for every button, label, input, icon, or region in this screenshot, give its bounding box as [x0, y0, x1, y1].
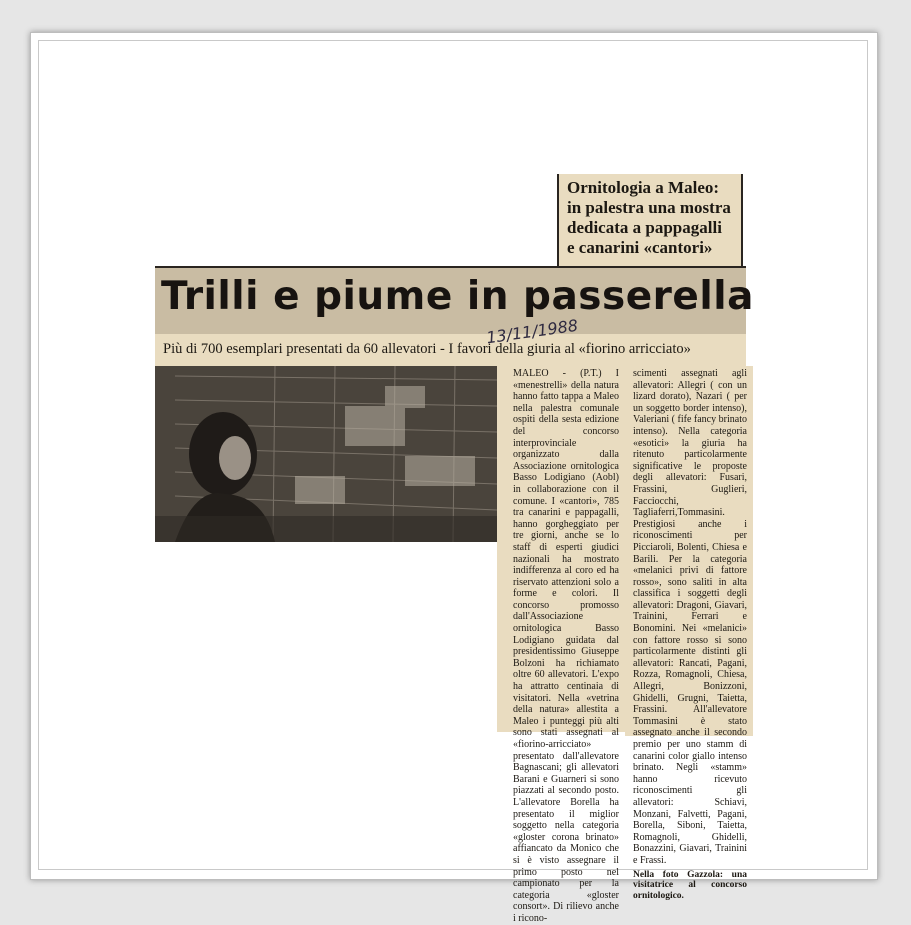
headline: Trilli e piume in passerella [161, 274, 754, 319]
column-1-text: MALEO - (P.T.) I «menestrelli» della natura hanno fatto tappa a Maleo nella palestra comunale ospiti della sesta edizione del concorso interprovinciale organizzato dalla Associazione ornitologica Basso Lodigiano (Aobl) in collaborazione con il comune. I «cantori», 785 tra canarini e pappagalli, hanno gorgheggiato per tre giorni, anche se lo staff di esperti giudici nazionali ha mostrato indifferenza al coro ed ha riservato attenzioni solo a forme e colori. Il concorso promosso dall'Associazione ornitologica Basso Lodigiano guidata dal presidentissimo Giuseppe Bolzoni ha richiamato oltre 60 allevatori. L'expo ha attratto centinaia di visitatori. Nella «vetrina della natura» allestita a Maleo i punteggi più alti sono stati assegnati al «fiorino-arricciato» presentato dall'allevatore Bagnascani; gli allevatori Barani e Guarneri si sono piazzati al secondo posto. L'allevatore Borella ha presentato il miglior soggetto nella categoria «gloster corona brinato» affiancato da Monico che si è visto assegnare il primo posto nel campionato per la categoria «gloster consort». Di rilievo anche i ricono- [513, 368, 619, 924]
subtitle-band [155, 334, 746, 366]
article-photo [155, 366, 497, 542]
kicker-box [557, 174, 743, 266]
handwritten-date: 13/11/1988 [485, 315, 580, 348]
photo-caption: Nella foto Gazzola: una visitatrice al concorso ornitologico. [633, 869, 747, 901]
subtitle: Più di 700 esemplari presentati da 60 allevatori - I favori della giuria al «fiorino arricciato» [163, 341, 691, 357]
article-column-2 [625, 366, 753, 901]
headline-band [155, 266, 754, 334]
column-2-text: scimenti assegnati agli allevatori: Allegri ( con un lizard dorato), Nazari ( per un soggetto border intenso), Valeriani ( fife fancy brinato intenso). Nella categoria «esotici» la giuria ha ritenuto particolarmente significative le proposte degli allevatori: Fusari, Frassini, Guglieri, Facciocchi, Tagliaferri,Tommasini. Prestigiosi anche i riconoscimenti per Picciaroli, Bolenti, Chiesa e Barili. Per la categoria «melanici privi di fattore rosso», sono saliti in alta classifica i soggetti degli allevatori: Dragoni, Giavari, Trainini, Ferrari e Bonomini. Nei «melanici» con fattore rosso si sono particolarmente distinti gli allevatori: Rancati, Pagani, Rozza, Romagnoli, Chiesa, Allegri, Bonizzoni, Ghidelli, Grugni, Taietta, Frassini. All'allevatore Tommasini è stato assegnato anche il secondo premio per uno stamm di canarini color giallo intenso brinato. Negli «stamm» hanno ricevuto riconoscimenti gli allevatori: Schiavi, Monzani, Falvetti, Pagani, Borella, Siboni, Taietta, Romagnoli, Ghidelli, Bonazzini, Giavari, Trainini e Frassi. [633, 368, 747, 866]
article-column-1 [497, 366, 625, 924]
kicker-heading: Ornitologia a Maleo: in palestra una mostra dedicata a pappagalli e canarini «cantori» [567, 178, 731, 257]
